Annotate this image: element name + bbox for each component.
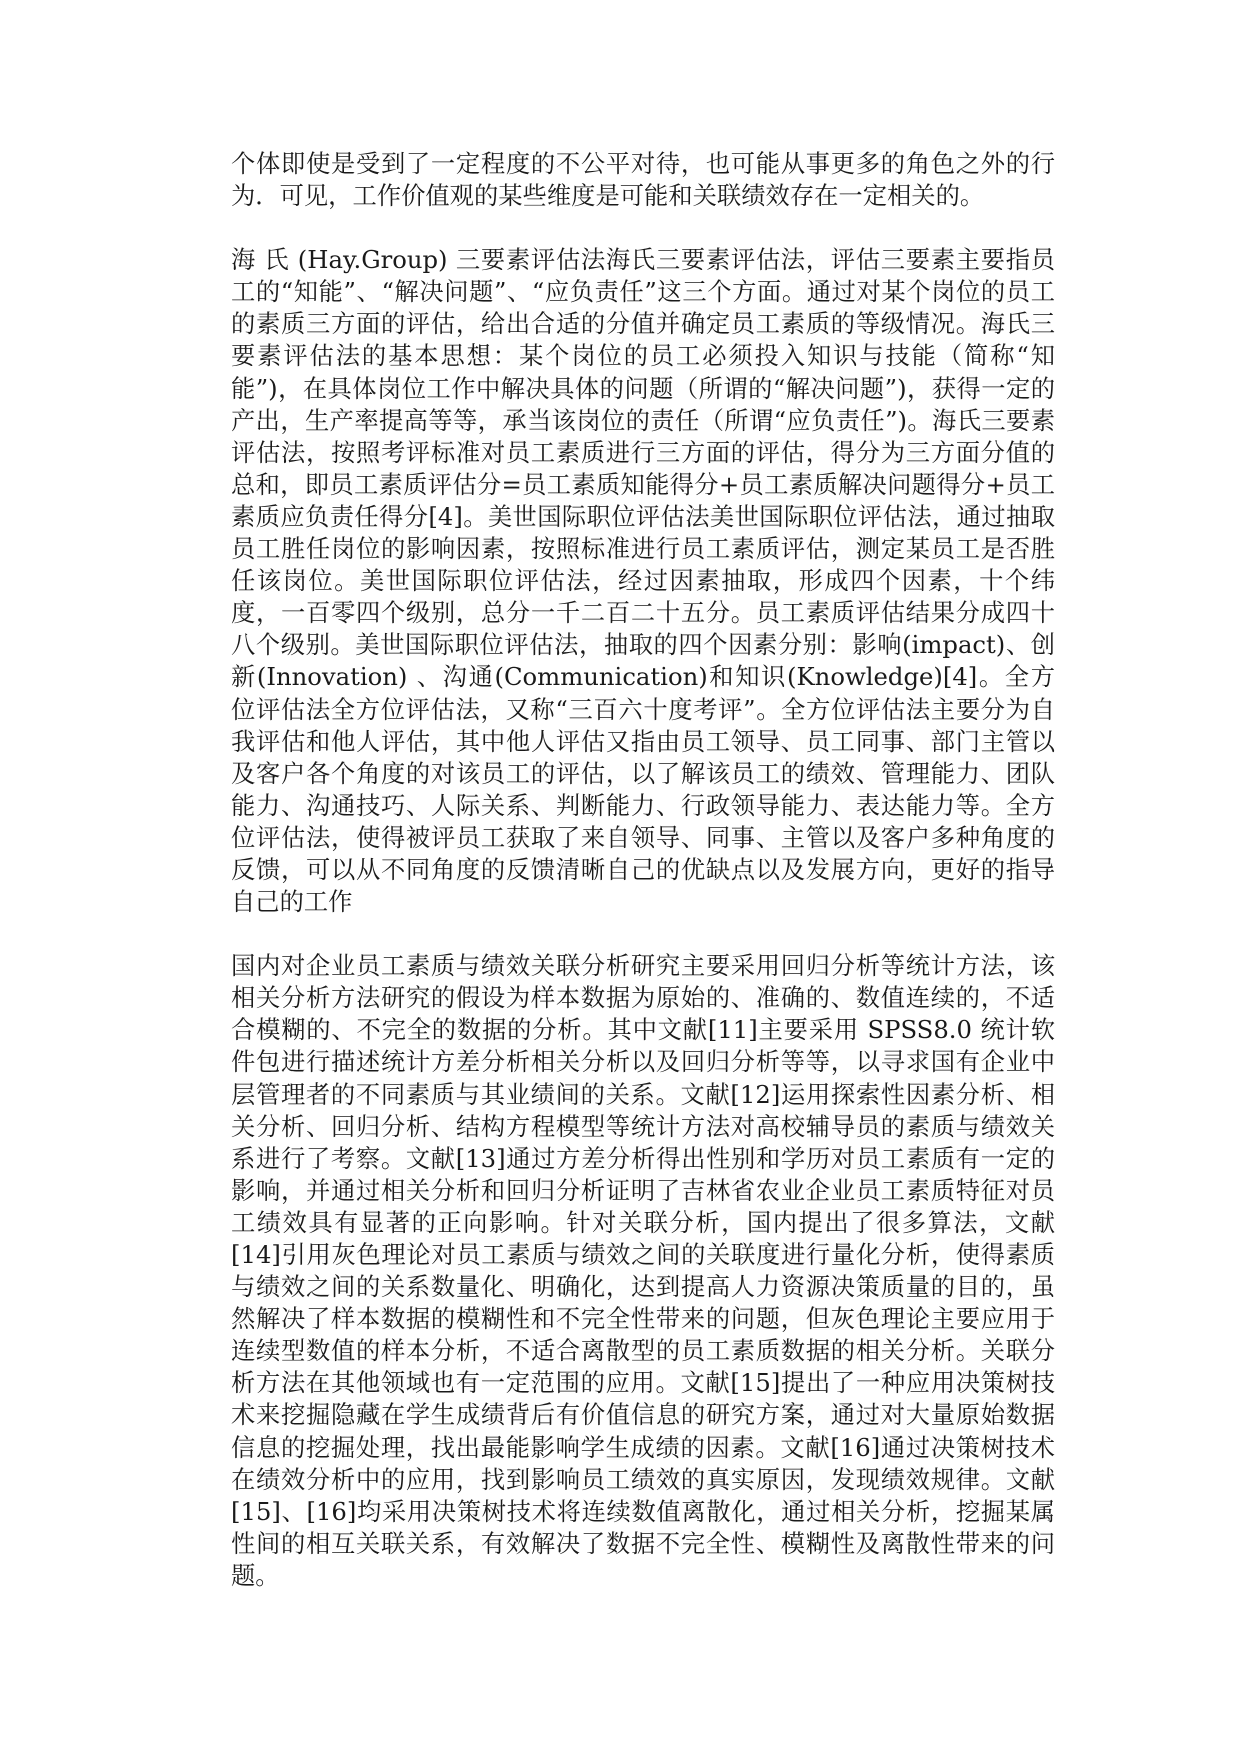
paragraph-evaluation-methods: 海 氏 (Hay.Group) 三要素评估法海氏三要素评估法，评估三要素主要指员工的“知能”、“解决问题”、“应负责任”这三个方面。通过对某个岗位的员工的素质三方面的评估，给出合适的分值并确定员工素质的等级情况。海氏三要素评估法的基本思想：某个岗位的员工必须投入知识与技能（简称“知能”)，在具体岗位工作中解决具体的问题（所谓的“解决问题”)，获得一定的产出，生产率提高等等，承当该岗位的责任（所谓“应负责任”)。海氏三要素评估法，按照考评标准对员工素质进行三方面的评估，得分为三方面分值的总和，即员工素质评估分=员工素质知能得分+员工素质解决问题得分+员工素质应负责任得分[4]。美世国际职位评估法美世国际职位评估法，通过抽取员工胜任岗位的影响因素，按照标准进行员工素质评估，测定某员工是否胜任该岗位。美世国际职位评估法，经过因素抽取，形成四个因素，十个纬度，一百零四个级别，总分一千二百二十五分。员工素质评估结果分成四十八个级别。美世国际职位评估法，抽取的四个因素分别：影响(impact)、创新(Innovation) 、沟通(Communication)和知识(Knowledge)[4]。全方位评估法全方位评估法，又称“三百六十度考评”。全方位评估法主要分为自我评估和他人评估，其中他人评估又指由员工领导、员工同事、部门主管以及客户各个角度的对该员工的评估，以了解该员工的绩效、管理能力、团队能力、沟通技巧、人际关系、判断能力、行政领导能力、表达能力等。全方位评估法，使得被评员工获取了来自领导、同事、主管以及客户多种角度的反馈，可以从不同角度的反馈清晰自己的优缺点以及发展方向，更好的指导自己的工作 bbox=[231, 245, 1055, 917]
paragraph-work-values: 个体即使是受到了一定程度的不公平对待，也可能从事更多的角色之外的行为．可见，工作价值观的某些维度是可能和关联绩效存在一定相关的。 bbox=[231, 149, 1055, 211]
paragraph-domestic-research: 国内对企业员工素质与绩效关联分析研究主要采用回归分析等统计方法，该相关分析方法研究的假设为样本数据为原始的、准确的、数值连续的，不适合模糊的、不完全的数据的分析。其中文献[11]主要采用 SPSS8.0 统计软件包进行描述统计方差分析相关分析以及回归分析等等，以寻求国有企业中层管理者的不同素质与其业绩间的关系。文献[12]运用探索性因素分析、相关分析、回归分析、结构方程模型等统计方法对高校辅导员的素质与绩效关系进行了考察。文献[13]通过方差分析得出性别和学历对员工素质有一定的影响，并通过相关分析和回归分析证明了吉林省农业企业员工素质特征对员工绩效具有显著的正向影响。针对关联分析，国内提出了很多算法，文献[14]引用灰色理论对员工素质与绩效之间的关联度进行量化分析，使得素质与绩效之间的关系数量化、明确化，达到提高人力资源决策质量的目的，虽然解决了样本数据的模糊性和不完全性带来的问题，但灰色理论主要应用于连续型数值的样本分析，不适合离散型的员工素质数据的相关分析。关联分析方法在其他领域也有一定范围的应用。文献[15]提出了一种应用决策树技术来挖掘隐藏在学生成绩背后有价值信息的研究方案，通过对大量原始数据信息的挖掘处理，找出最能影响学生成绩的因素。文献[16]通过决策树技术在绩效分析中的应用，找到影响员工绩效的真实原因，发现绩效规律。文献[15]、[16]均采用决策树技术将连续数值离散化，通过相关分析，挖掘某属性间的相互关联关系，有效解决了数据不完全性、模糊性及离散性带来的问题。 bbox=[231, 951, 1055, 1590]
document-body bbox=[231, 148, 1055, 1592]
